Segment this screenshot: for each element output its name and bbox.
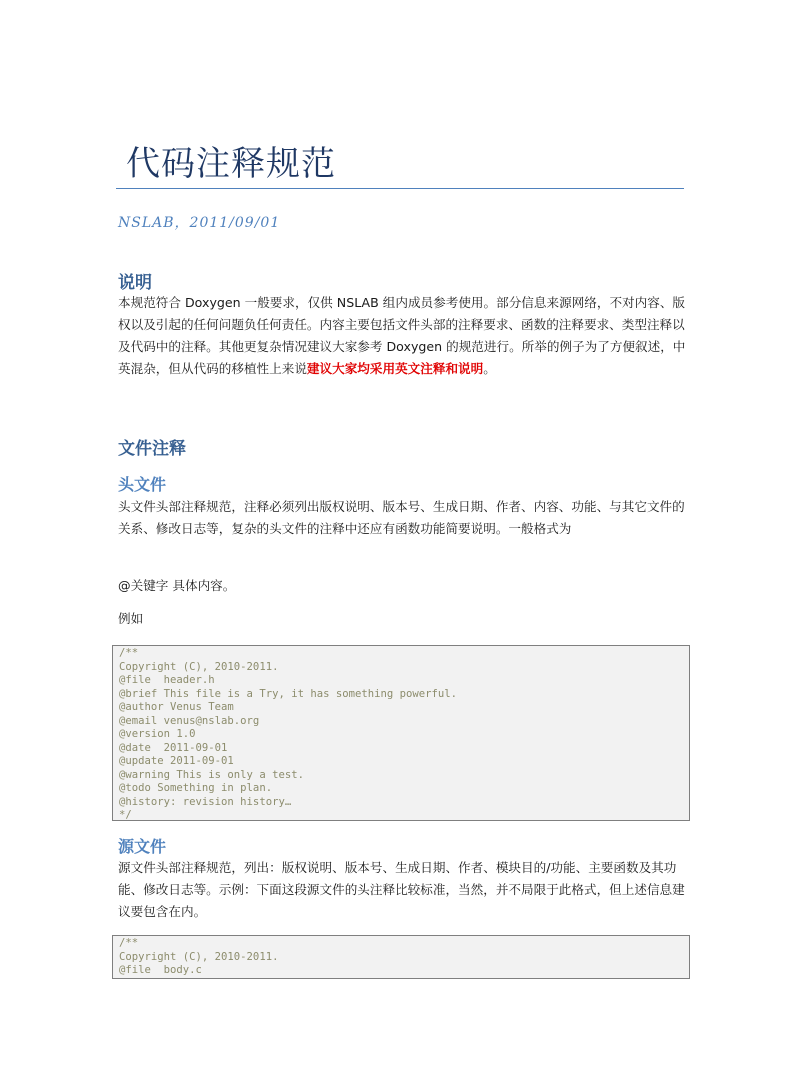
subsection-heading-source-file: 源文件 xyxy=(118,837,167,856)
code-line: @author Venus Team xyxy=(119,701,234,713)
document-subtitle: NSLAB，2011/09/01 xyxy=(118,215,281,231)
code-line: @version 1.0 xyxy=(119,728,196,740)
code-line: @email venus@nslab.org xyxy=(119,714,260,727)
code-line: /** xyxy=(119,937,139,949)
code-line: @warning This is only a test. xyxy=(119,768,304,781)
code-line: @todo Something in plan. xyxy=(119,782,273,794)
code-line: @date 2011-09-01 xyxy=(119,741,228,754)
code-line: @file header.h xyxy=(119,674,215,686)
code-line: @file body.c xyxy=(119,964,202,976)
source-code-block xyxy=(112,935,690,979)
code-line: /** xyxy=(119,647,139,659)
intro-paragraph xyxy=(118,292,690,380)
header-file-paragraph: 头文件头部注释规范，注释必须列出版权说明、版本号、生成日期、作者、内容、功能、与其它文件的关系、修改日志等，复杂的头文件的注释中还应有函数功能简要说明。一般格式为 xyxy=(118,499,685,536)
header-code-block xyxy=(112,645,690,821)
subsection-heading-header-file: 头文件 xyxy=(118,475,167,494)
document-title: 代码注释规范 xyxy=(126,144,336,184)
intro-text-end: 。 xyxy=(483,361,496,376)
code-line: Copyright (C), 2010-2011. xyxy=(119,950,279,963)
code-line: @brief This file is a Try, it has something powerful. xyxy=(119,687,458,700)
section-heading-file-comments: 文件注释 xyxy=(118,439,186,459)
example-label: 例如 xyxy=(118,611,144,626)
code-line: Copyright (C), 2010-2011. xyxy=(119,660,279,673)
intro-highlight: 建议大家均采用英文注释和说明 xyxy=(306,361,484,376)
source-file-paragraph: 源文件头部注释规范，列出：版权说明、版本号、生成日期、作者、模块目的/功能、主要函数及其功能、修改日志等。示例：下面这段源文件的头注释比较标准，当然，并不局限于此格式，但上述信息建议要包含在内。 xyxy=(118,860,685,919)
section-heading-intro: 说明 xyxy=(118,273,152,293)
code-line: @update 2011-09-01 xyxy=(119,755,234,767)
intro-text: 本规范符合 Doxygen 一般要求，仅供 NSLAB 组内成员参考使用。部分信息来源网络，不对内容、版权以及引起的任何问题负任何责任。内容主要包括文件头部的注释要求、函数的注释要求、类型注释以及代码中的注释。其他更复杂情况建议大家参考 Doxygen 的规范进行。所举的例子为了方便叙述，中英混杂，但从代码的移植性上来说 xyxy=(118,295,686,376)
title-divider xyxy=(116,188,684,189)
code-line: @history: revision history… xyxy=(119,795,292,808)
format-line: @关键字 具体内容。 xyxy=(118,578,236,593)
code-line: */ xyxy=(119,809,132,821)
